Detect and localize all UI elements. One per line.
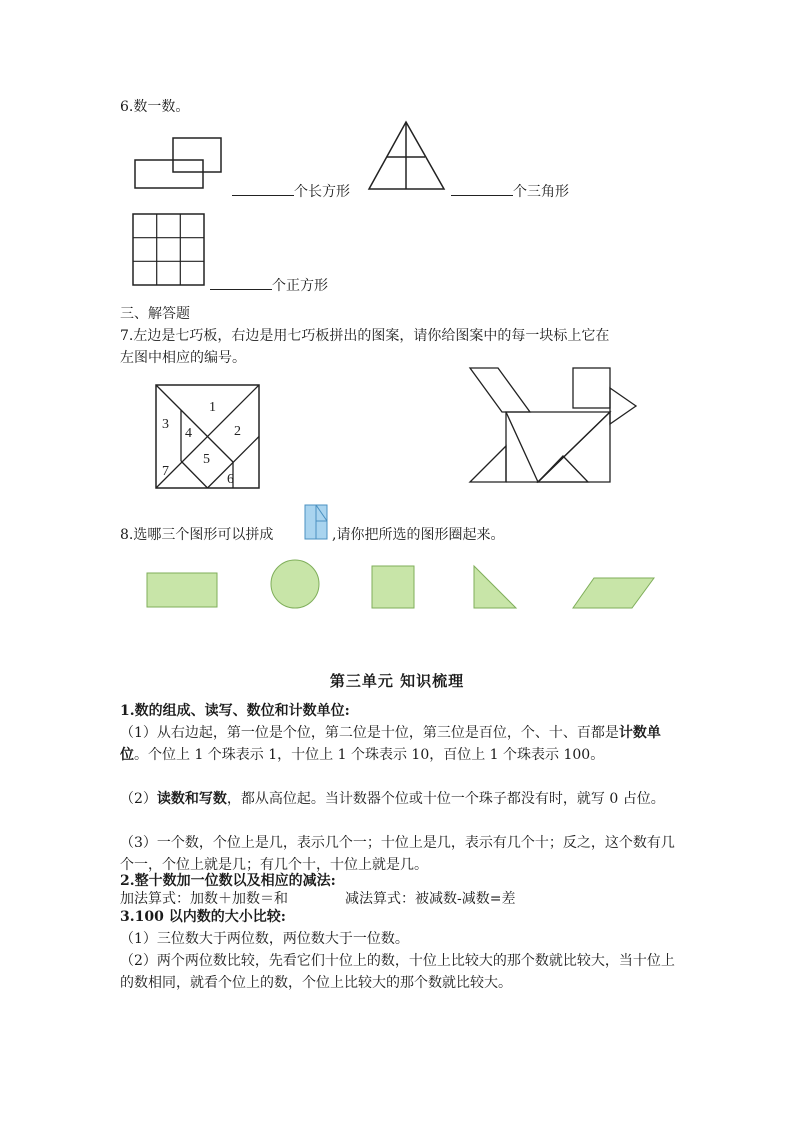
s1-title: 1.数的组成、读写、数位和计数单位: [120,703,350,719]
option-right-triangle[interactable] [473,565,519,611]
tangram-num-5: 5 [203,452,210,467]
s3-paragraph-1: （1）三位数大于两位数，两位数大于一位数。 [120,931,409,947]
s1-p2-text-a: （2） [120,791,157,807]
s1-p2-bold: 读数和写数 [156,791,227,807]
tangram-num-6: 6 [227,472,234,487]
s3-paragraph-2: （2）两个两位数比较，先看它们十位上的数，十位上比较大的那个数就比较大，当十位上的数相同，就看个位上的数，个位上比较大的那个数就比较大。 [120,953,675,991]
rect-count-answer[interactable] [232,181,350,202]
s1-p1-bold: 计数单位 [120,725,661,763]
s1-p2-text-c: ，都从高位起。当计数器个位或十位一个珠子都没有时，就写 0 占位。 [226,791,665,807]
tangram-dog-pattern [468,366,640,486]
option-square[interactable] [371,565,417,611]
q7-line1: 7.左边是七巧板，右边是用七巧板拼出的图案，请你给图案中的每一块标上它在 [120,328,610,344]
option-parallelogram[interactable] [572,577,656,611]
s2-title: 2.整十数加一位数以及相应的减法: [120,873,336,889]
s1-p1-text-a: （1）从右边起，第一位是个位，第二位是十位，第三位是百位，个、十、百都是 [120,725,619,741]
grid-squares-figure [132,213,206,287]
unit3-title: 第三单元 知识梳理 [329,672,465,690]
square-count-label: 个正方形 [272,278,328,294]
option-circle[interactable] [270,559,322,611]
triangle-count-label: 个三角形 [513,184,569,200]
tangram-num-1: 1 [209,400,216,415]
option-rectangle[interactable] [146,572,220,610]
s1-p1-text-c: 。个位上 1 个珠表示 1，十位上 1 个珠表示 10，百位上 1 个珠表示 100。 [134,747,605,763]
tangram-num-2: 2 [234,424,241,439]
target-shape-icon [303,503,331,541]
part3-heading: 三、解答题 [120,306,190,322]
rect-count-label: 个长方形 [294,184,350,200]
s1-paragraph-3: （3）一个数，个位上是几，表示几个一；十位上是几，表示有几个十；反之，这个数有几个一，个位上就是几；有几个十，十位上就是几。 [120,835,675,873]
rect-count-blank[interactable] [232,181,294,196]
divided-triangle-figure [367,120,447,192]
tangram-num-4: 4 [185,426,192,441]
tangram-num-7: 7 [162,464,169,479]
square-count-blank[interactable] [210,275,272,290]
square-count-answer[interactable] [210,275,328,296]
tangram-square [154,383,262,491]
s1-paragraph-2 [120,788,680,810]
q8-suffix: ,请你把所选的图形圈起来。 [332,527,505,543]
q7-line2: 左图中相应的编号。 [120,350,246,366]
s3-title: 3.100 以内数的大小比较: [120,909,286,925]
triangle-count-blank[interactable] [451,181,513,196]
tangram-num-3: 3 [162,417,169,432]
s2-add-formula: 加法算式：加数＋加数＝和 [120,891,288,907]
triangle-count-answer[interactable] [451,181,569,202]
q8-prefix: 8.选哪三个图形可以拼成 [120,527,274,543]
overlapping-rectangles-figure [133,136,225,192]
q6-title: 6.数一数。 [120,99,190,115]
s2-sub-formula: 减法算式：被减数-减数=差 [345,891,516,907]
s1-paragraph-1 [120,722,680,766]
